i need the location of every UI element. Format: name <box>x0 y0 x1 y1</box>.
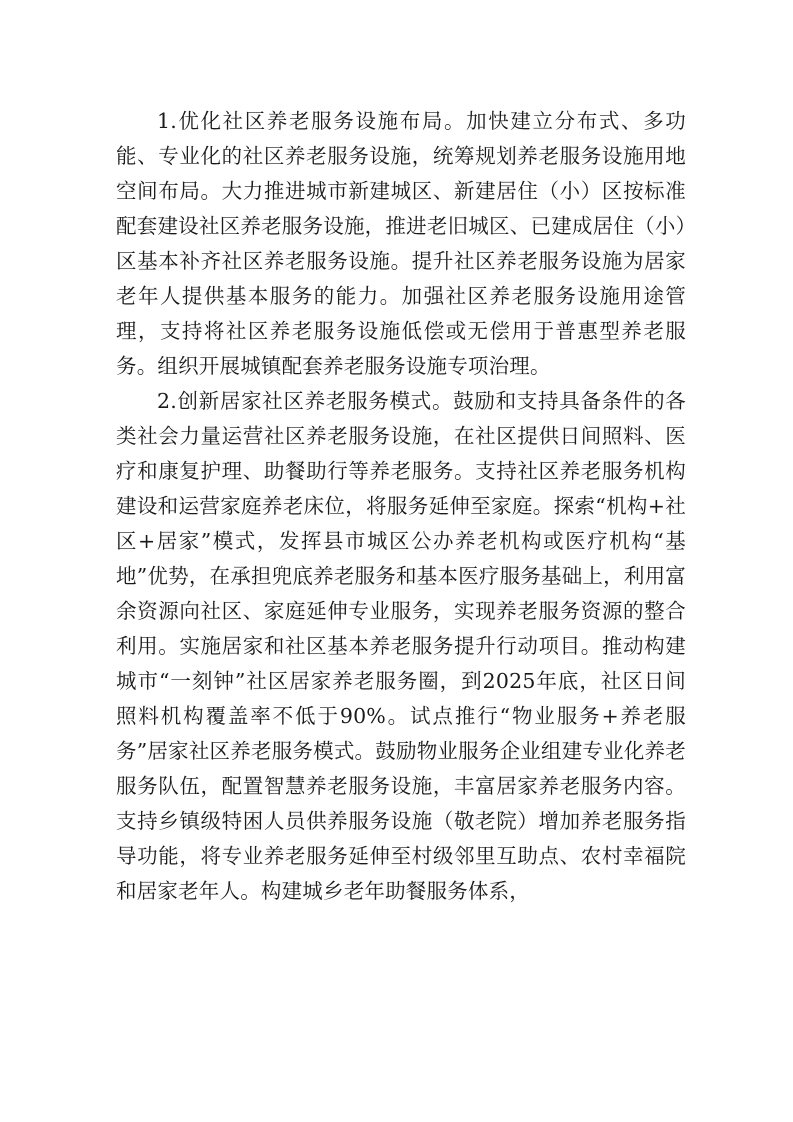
paragraph-home-community-model: 2.创新居家社区养老服务模式。鼓励和支持具备条件的各类社会力量运营社区养老服务设施，在社区提供日间照料、医疗和康复护理、助餐助行等养老服务。支持社区养老服务机构建设和运营家庭养老床位，将服务延伸至家庭。探索“机构+社区+居家”模式，发挥县市城区公办养老机构或医疗机构“基地”优势，在承担兜底养老服务和基本医疗服务基础上，利用富余资源向社区、家庭延伸专业服务，实现养老服务资源的整合利用。实施居家和社区基本养老服务提升行动项目。推动构建城市“一刻钟”社区居家养老服务圈，到2025年底，社区日间照料机构覆盖率不低于90%。试点推行“物业服务+养老服务”居家社区养老服务模式。鼓励物业服务企业组建专业化养老服务队伍，配置智慧养老服务设施，丰富居家养老服务内容。支持乡镇级特困人员供养服务设施（敬老院）增加养老服务指导功能，将专业养老服务延伸至村级邻里互助点、农村幸福院和居家老年人。构建城乡老年助餐服务体系， <box>116 389 686 903</box>
paragraph-community-facilities: 1.优化社区养老服务设施布局。加快建立分布式、多功能、专业化的社区养老服务设施，统筹规划养老服务设施用地空间布局。大力推进城市新建城区、新建居住（小）区按标准配套建设社区养老服务设施，推进老旧城区、已建成居住（小）区基本补齐社区养老服务设施。提升社区养老服务设施为居家老年人提供基本服务的能力。加强社区养老服务设施用途管理，支持将社区养老服务设施低偿或无偿用于普惠型养老服务。组织开展城镇配套养老服务设施专项治理。 <box>116 109 686 378</box>
document-body <box>116 104 686 909</box>
